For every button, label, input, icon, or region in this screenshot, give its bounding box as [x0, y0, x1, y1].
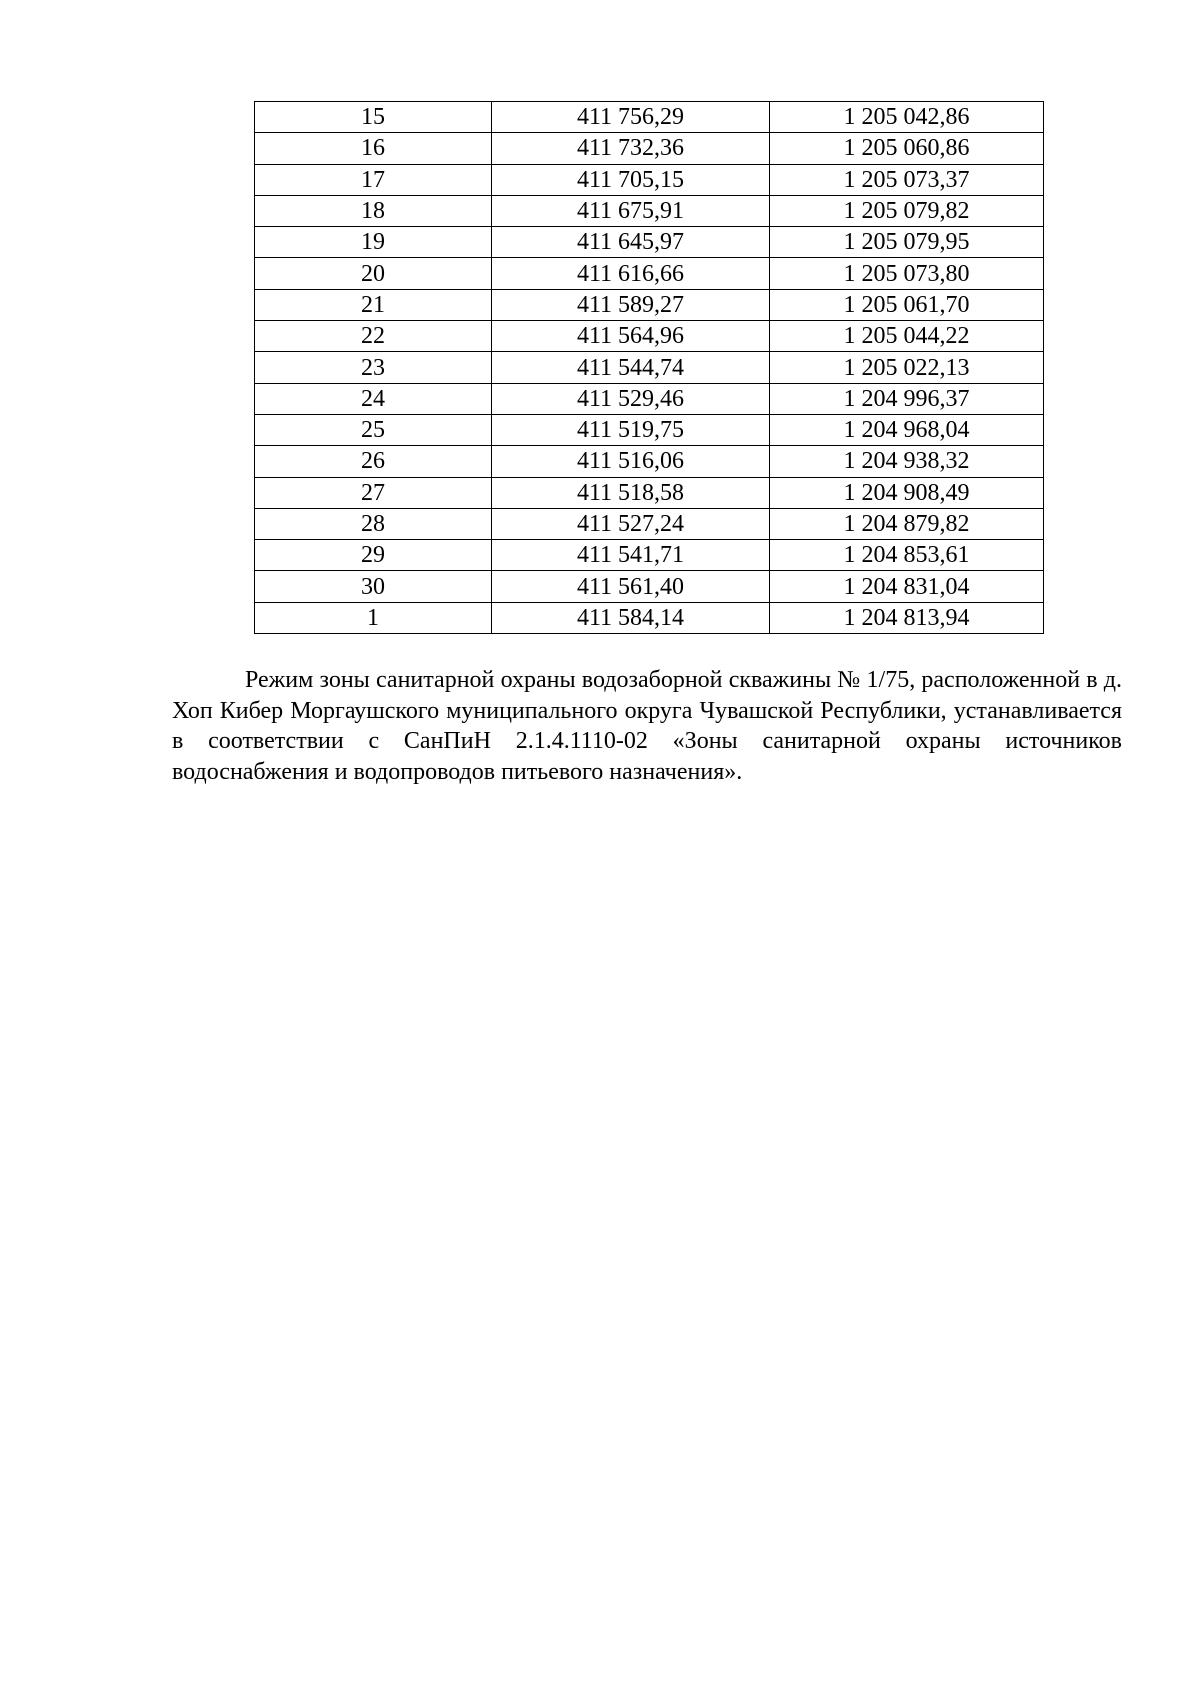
x-coordinate-cell: 411 544,74 [492, 352, 770, 383]
table-row [255, 540, 1044, 571]
y-coordinate-cell: 1 205 073,80 [770, 258, 1044, 289]
point-number-cell: 26 [255, 446, 492, 477]
table-row [255, 289, 1044, 320]
y-coordinate-cell: 1 204 968,04 [770, 414, 1044, 445]
x-coordinate-cell: 411 518,58 [492, 477, 770, 508]
x-coordinate-cell: 411 589,27 [492, 289, 770, 320]
point-number-cell: 25 [255, 414, 492, 445]
table-row [255, 383, 1044, 414]
x-coordinate-cell: 411 527,24 [492, 508, 770, 539]
point-number-cell: 29 [255, 540, 492, 571]
y-coordinate-cell: 1 204 853,61 [770, 540, 1044, 571]
table-row [255, 508, 1044, 539]
table-row [255, 477, 1044, 508]
table-row [255, 414, 1044, 445]
table-row [255, 133, 1044, 164]
table-row [255, 352, 1044, 383]
table-row [255, 571, 1044, 602]
table-row [255, 102, 1044, 133]
table-row [255, 164, 1044, 195]
table-row [255, 258, 1044, 289]
x-coordinate-cell: 411 584,14 [492, 602, 770, 633]
y-coordinate-cell: 1 205 061,70 [770, 289, 1044, 320]
point-number-cell: 15 [255, 102, 492, 133]
y-coordinate-cell: 1 205 079,82 [770, 195, 1044, 226]
x-coordinate-cell: 411 519,75 [492, 414, 770, 445]
y-coordinate-cell: 1 205 060,86 [770, 133, 1044, 164]
y-coordinate-cell: 1 204 908,49 [770, 477, 1044, 508]
point-number-cell: 22 [255, 321, 492, 352]
point-number-cell: 1 [255, 602, 492, 633]
table-row [255, 195, 1044, 226]
x-coordinate-cell: 411 561,40 [492, 571, 770, 602]
x-coordinate-cell: 411 564,96 [492, 321, 770, 352]
y-coordinate-cell: 1 204 813,94 [770, 602, 1044, 633]
coordinates-table [254, 101, 1044, 634]
coordinates-table-body [255, 102, 1044, 634]
table-row [255, 321, 1044, 352]
table-row [255, 227, 1044, 258]
x-coordinate-cell: 411 756,29 [492, 102, 770, 133]
y-coordinate-cell: 1 205 022,13 [770, 352, 1044, 383]
point-number-cell: 24 [255, 383, 492, 414]
x-coordinate-cell: 411 732,36 [492, 133, 770, 164]
point-number-cell: 27 [255, 477, 492, 508]
point-number-cell: 30 [255, 571, 492, 602]
point-number-cell: 23 [255, 352, 492, 383]
point-number-cell: 20 [255, 258, 492, 289]
x-coordinate-cell: 411 705,15 [492, 164, 770, 195]
y-coordinate-cell: 1 205 073,37 [770, 164, 1044, 195]
y-coordinate-cell: 1 205 079,95 [770, 227, 1044, 258]
y-coordinate-cell: 1 204 879,82 [770, 508, 1044, 539]
point-number-cell: 19 [255, 227, 492, 258]
y-coordinate-cell: 1 204 938,32 [770, 446, 1044, 477]
table-row [255, 446, 1044, 477]
y-coordinate-cell: 1 205 044,22 [770, 321, 1044, 352]
x-coordinate-cell: 411 645,97 [492, 227, 770, 258]
y-coordinate-cell: 1 204 831,04 [770, 571, 1044, 602]
y-coordinate-cell: 1 205 042,86 [770, 102, 1044, 133]
x-coordinate-cell: 411 529,46 [492, 383, 770, 414]
x-coordinate-cell: 411 616,66 [492, 258, 770, 289]
point-number-cell: 28 [255, 508, 492, 539]
point-number-cell: 17 [255, 164, 492, 195]
point-number-cell: 21 [255, 289, 492, 320]
table-row [255, 602, 1044, 633]
point-number-cell: 16 [255, 133, 492, 164]
x-coordinate-cell: 411 516,06 [492, 446, 770, 477]
point-number-cell: 18 [255, 195, 492, 226]
x-coordinate-cell: 411 541,71 [492, 540, 770, 571]
x-coordinate-cell: 411 675,91 [492, 195, 770, 226]
sanitary-zone-paragraph: Режим зоны санитарной охраны водозаборной скважины № 1/75, расположенной в д. Хоп Кибер Моргаушского муниципального округа Чувашской Республики, устанавливается в соответствии с СанПиН 2.1.4.1110-02 «Зоны санитарной охраны источников водоснабжения и водопроводов питьевого назначения». [172, 667, 1122, 785]
y-coordinate-cell: 1 204 996,37 [770, 383, 1044, 414]
